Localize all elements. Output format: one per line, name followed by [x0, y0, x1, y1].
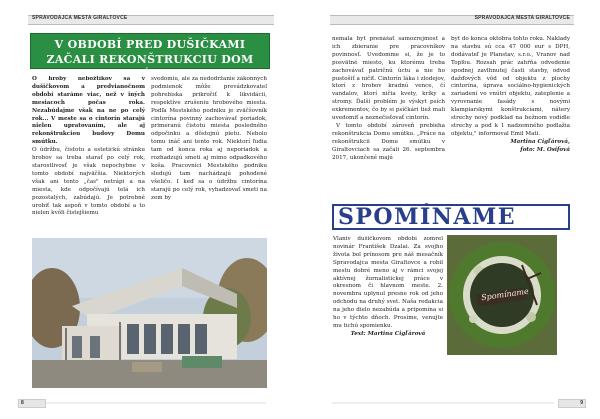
- spominame-title: SPOMÍNAME: [338, 204, 517, 230]
- article-col4-body: byť do konca októbra tohto roku. Náklady na stavbu sú cca 47 000 eur s DPH, dodávateľ je Planstav, s.r.o., Vranov nad Topľou. Rozsah prác zahŕňa odvedenie spodnej zavlhnutej časti stavby, odvod dažďových vôd od objektu z plochy cintorína, úprava sociálno-hygienických zariadení vo vnútri objektu, zateplenie a vyrovnanie fasády s novými klampiarskymi konštrukciami, nátery strechy nový podklad na bežnom vodídle strechy a pod k 1 nadzemného podlažia objektu," informoval Emil Mati.: [451, 36, 570, 137]
- article-column-1: [32, 76, 145, 234]
- article-col2-body: svedomiu, ale za nedodržanie zákonných podmienok môže prevádzkovateľ pohrebiska prikročiť k likvidácii, respektíve zrušeniu hrobového miesta. Podľa Mestského podniku je zväčšovník cintorína povinný zachovávať poriadok, primeranú čistotu miesta posledného odpočinku a dôstojnú pietu. Nebolo tomu ináč ani tento rok. Niektorí ľudia tam od konca roka aj neporiadok a rozhadzujú smeti aj mimo odpadkového koša. Pracovníci Mestského podniku sledujú tam nachádzajú pohodené všeličo. I keď sa o údržbu cintorína starajú po celý rok, vyhadzovať smeti na zem by: [151, 76, 267, 201]
- article-author: Martina Cigľárová,: [510, 138, 570, 145]
- article-column-3: [332, 36, 445, 196]
- funeral-hall-photo: [32, 238, 267, 388]
- page-header-left: [28, 15, 274, 25]
- wreath-photo: [447, 235, 557, 355]
- article-lead: O hroby nebožtíkov sa v dušičkovom a predvianočnom období staráme viac, než v iných mesiacoch počas roka. Nezabúdajme však na ne po celý rok... V meste sa o cintorín starajú nielen upratovaním, ale aj rekonštrukciou budovy Domu smútku.: [32, 76, 145, 146]
- article-col3-body: nemala byť prenášať samozrejmosť a ich zbieranie pre pracovníkov povinnosť. Uvedomme si, že je to posvätné miesto, ku ktorému treba zachovávať patričnú úctu a nie ho pustošiť a ničiť. Cintorín láka i zlodejov, ktorí z hrobov kradnú vence, čí vandalov, ktorí ničia kvety, kríky a stromy. Ďalší problém je výskyt psích exkrementov, čo by si psíčkári tiež mali uvedomiť a neznečisťovať cintorín.: [332, 36, 445, 122]
- footer-bar-left: [44, 402, 266, 404]
- wreath-label: Spomíname: [480, 286, 530, 303]
- spominame-banner: [332, 204, 570, 230]
- article-photo-credit: foto: M. Osifová: [520, 146, 570, 153]
- memorial-article: [333, 236, 443, 386]
- article-col1-body: O údržbu, čistotu a estetickú stránku hrobov sa treba starať po celý rok, starostlivosť je však nepochybne v tomto období najväčšia. Niektorých však ani tento „čas" netrápi a na miesta, kde odpočívajú telá ich pozostalých, zabúdajú. Je potrebné urobiť tak aspoň v tomto období a to nielen kvôli čistejšiemu: [32, 147, 145, 217]
- article-column-4: [451, 36, 570, 200]
- page-number-right: 9: [558, 399, 586, 408]
- article-col3-body2: V tomto období zároveň prebieha rekonštrukcia Domu smútku. „Práce na rekonštrukcii Domu smútku v Giraltovciach sa začali 26. septembra 2017, ukončené majú: [332, 122, 445, 161]
- page-header-right: [330, 15, 574, 25]
- article-column-2: [151, 76, 267, 234]
- header-title-left: SPRAVODAJCA MESTA GIRALTOVCE: [32, 15, 128, 21]
- page-number-left: 8: [18, 399, 46, 408]
- footer-bar-right: [332, 402, 554, 404]
- memorial-body: Vlaniv dušičkovom období zomrel novinár František Dzalai. Za svojho života bol prínosom pre náš mesačník Spravodajca mesta Giraltovce a robil mestu dobré meno aj v rámci svojej aktívnej žurnalistickej práce v okresnom či hlavnom meste. 2. novembra uplynul presne rok od jeho odchodu na druhý svet. Naša redakcia na jeho dielo nezabúda a pripomína si ho v týchto dňoch. Prosíme, venujte mu tichú spomienku.: [333, 236, 443, 329]
- header-title-right: SPRAVODAJCA MESTA GIRALTOVCE: [474, 15, 570, 21]
- memorial-author: Text: Martina Cigľárová: [350, 330, 426, 337]
- article-headline: V OBDOBÍ PRED DUŠIČKAMI ZAČALI REKONŠTRUKCIU DOM SMÚTKU: [30, 33, 270, 69]
